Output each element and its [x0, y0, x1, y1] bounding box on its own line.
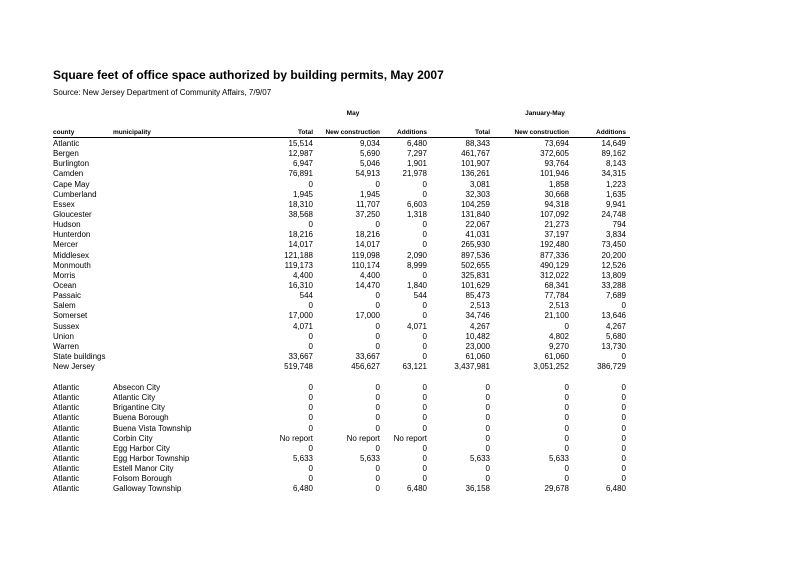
cell-may-total: 0 — [308, 301, 313, 311]
cell-ytd-total: 23,000 — [465, 341, 490, 351]
cell-ytd-new-construction: 73,694 — [544, 139, 569, 148]
cell-ytd-additions: 0 — [621, 301, 626, 311]
cell-county: Somerset — [53, 311, 88, 321]
cell-ytd-total: 136,261 — [461, 169, 490, 179]
cell-county: Atlantic — [53, 383, 80, 392]
column-header-may-total: Total — [297, 129, 313, 136]
cell-may-total: 16,310 — [288, 280, 313, 290]
cell-ytd-total: 34,746 — [465, 311, 490, 321]
municipality-row — [53, 474, 630, 484]
cell-county: Atlantic — [53, 139, 80, 148]
cell-ytd-total: 3,081 — [469, 179, 490, 189]
county-row — [53, 261, 630, 271]
cell-county: New Jersey — [53, 362, 95, 372]
column-header-ytd-total: Total — [474, 129, 490, 136]
cell-county: Essex — [53, 199, 75, 209]
cell-may-additions: 6,480 — [406, 139, 427, 148]
cell-may-total: 4,400 — [292, 270, 313, 280]
cell-ytd-new-construction: 29,678 — [544, 484, 569, 494]
cell-ytd-new-construction: 0 — [564, 393, 569, 403]
cell-ytd-total: 2,513 — [469, 301, 490, 311]
cell-ytd-additions: 33,288 — [601, 280, 626, 290]
county-row — [53, 362, 630, 372]
cell-may-new-construction: 0 — [375, 403, 380, 413]
cell-may-additions: 0 — [422, 189, 427, 199]
cell-ytd-additions: 0 — [621, 433, 626, 443]
cell-may-additions: 0 — [422, 474, 427, 484]
cell-may-total: 6,947 — [292, 159, 313, 169]
cell-ytd-additions: 0 — [621, 403, 626, 413]
cell-may-additions: 0 — [422, 341, 427, 351]
county-table — [53, 139, 630, 372]
cell-municipality: Atlantic City — [113, 393, 156, 403]
cell-ytd-new-construction: 21,273 — [544, 220, 569, 230]
cell-ytd-new-construction: 3,051,252 — [533, 362, 569, 372]
cell-county: Bergen — [53, 149, 79, 159]
county-row — [53, 220, 630, 230]
cell-ytd-new-construction: 877,336 — [540, 250, 569, 260]
cell-ytd-additions: 6,480 — [605, 484, 626, 494]
cell-ytd-new-construction: 30,668 — [544, 189, 569, 199]
cell-county: Union — [53, 331, 74, 341]
cell-may-new-construction: 14,470 — [355, 280, 380, 290]
county-row — [53, 240, 630, 250]
cell-ytd-total: 461,767 — [461, 149, 490, 159]
cell-may-total: 0 — [308, 443, 313, 453]
cell-may-new-construction: 110,174 — [351, 260, 380, 270]
cell-may-new-construction: 11,707 — [356, 199, 380, 209]
cell-may-additions: 0 — [422, 270, 427, 280]
cell-county: Cumberland — [53, 189, 97, 199]
column-header-ytd-additions: Additions — [596, 129, 626, 136]
cell-may-total: 0 — [308, 464, 313, 474]
cell-may-total: 119,173 — [284, 260, 313, 270]
municipality-table — [53, 383, 630, 495]
cell-ytd-additions: 0 — [621, 443, 626, 453]
cell-may-new-construction: 4,400 — [359, 270, 380, 280]
cell-may-additions: 1,318 — [406, 209, 427, 219]
county-row — [53, 301, 630, 311]
cell-may-additions: 0 — [422, 423, 427, 433]
cell-ytd-total: 36,158 — [465, 484, 490, 494]
cell-may-new-construction: 0 — [375, 393, 380, 403]
header-divider — [53, 137, 630, 138]
cell-ytd-additions: 13,809 — [601, 270, 626, 280]
cell-ytd-total: 0 — [485, 443, 490, 453]
cell-may-new-construction: 0 — [375, 291, 380, 301]
cell-may-new-construction: 0 — [375, 341, 380, 351]
cell-may-total: 0 — [308, 383, 313, 392]
cell-ytd-new-construction: 61,060 — [544, 351, 569, 361]
cell-may-new-construction: 456,627 — [351, 362, 380, 372]
cell-may-total: No report — [279, 433, 313, 443]
county-row — [53, 230, 630, 240]
cell-county: Morris — [53, 270, 76, 280]
cell-may-additions: No report — [393, 433, 427, 443]
cell-county: Atlantic — [53, 474, 80, 484]
cell-municipality: Egg Harbor Township — [113, 453, 190, 463]
cell-may-new-construction: 37,250 — [355, 209, 380, 219]
cell-ytd-total: 104,259 — [461, 199, 490, 209]
cell-may-new-construction: 0 — [375, 331, 380, 341]
cell-county: Atlantic — [53, 453, 80, 463]
cell-may-new-construction: 0 — [375, 484, 380, 494]
cell-ytd-total: 88,343 — [465, 139, 490, 148]
cell-ytd-new-construction: 0 — [564, 413, 569, 423]
cell-county: Ocean — [53, 280, 77, 290]
cell-may-total: 12,987 — [288, 149, 313, 159]
cell-ytd-new-construction: 0 — [564, 464, 569, 474]
cell-county: Atlantic — [53, 403, 80, 413]
cell-may-total: 0 — [308, 393, 313, 403]
cell-may-total: 38,568 — [288, 209, 313, 219]
cell-county: Atlantic — [53, 484, 80, 494]
cell-may-total: 0 — [308, 413, 313, 423]
cell-may-additions: 0 — [422, 220, 427, 230]
municipality-row — [53, 484, 630, 494]
cell-may-new-construction: 17,000 — [355, 311, 380, 321]
county-row — [53, 271, 630, 281]
cell-may-new-construction: 0 — [375, 220, 380, 230]
cell-may-additions: 1,840 — [406, 280, 427, 290]
county-row — [53, 322, 630, 332]
cell-county: Atlantic — [53, 393, 80, 403]
cell-may-total: 0 — [308, 474, 313, 484]
column-header-ytd-new-construction: New construction — [514, 129, 569, 136]
cell-ytd-new-construction: 9,270 — [548, 341, 569, 351]
cell-municipality: Estell Manor City — [113, 464, 174, 474]
cell-may-new-construction: 5,633 — [359, 453, 380, 463]
cell-ytd-additions: 0 — [621, 453, 626, 463]
column-header-municipality: municipality — [113, 129, 151, 136]
cell-ytd-additions: 7,689 — [605, 291, 626, 301]
cell-may-new-construction: 54,913 — [355, 169, 380, 179]
cell-ytd-new-construction: 372,605 — [540, 149, 569, 159]
report-title: Square feet of office space authorized by building permits, May 2007 — [53, 68, 444, 82]
cell-may-additions: 4,071 — [406, 321, 427, 331]
cell-ytd-total: 85,473 — [465, 291, 490, 301]
municipality-row — [53, 383, 630, 393]
cell-may-additions: 6,480 — [406, 484, 427, 494]
county-row — [53, 311, 630, 321]
cell-municipality: Egg Harbor City — [113, 443, 170, 453]
column-header-county: county — [53, 129, 75, 136]
cell-ytd-total: 61,060 — [465, 351, 490, 361]
cell-may-additions: 2,090 — [406, 250, 427, 260]
cell-may-additions: 0 — [422, 301, 427, 311]
cell-ytd-additions: 1,223 — [605, 179, 626, 189]
cell-may-additions: 0 — [422, 403, 427, 413]
cell-county: Middlesex — [53, 250, 90, 260]
county-row — [53, 149, 630, 159]
cell-municipality: Folsom Borough — [113, 474, 172, 484]
cell-may-additions: 0 — [422, 351, 427, 361]
cell-may-new-construction: 5,690 — [359, 149, 380, 159]
cell-municipality: Buena Vista Township — [113, 423, 192, 433]
cell-may-new-construction: 0 — [375, 413, 380, 423]
cell-ytd-new-construction: 93,764 — [544, 159, 569, 169]
group-header-may: May — [346, 110, 360, 117]
cell-may-additions: 0 — [422, 179, 427, 189]
cell-ytd-total: 0 — [485, 474, 490, 484]
cell-county: Burlington — [53, 159, 90, 169]
cell-ytd-additions: 0 — [621, 351, 626, 361]
cell-ytd-total: 0 — [485, 464, 490, 474]
cell-county: Atlantic — [53, 443, 80, 453]
cell-ytd-total: 22,067 — [465, 220, 490, 230]
county-row — [53, 210, 630, 220]
cell-may-new-construction: 0 — [375, 383, 380, 392]
cell-may-total: 4,071 — [292, 321, 313, 331]
municipality-row — [53, 454, 630, 464]
cell-ytd-total: 265,930 — [461, 240, 490, 250]
cell-county: Passaic — [53, 291, 82, 301]
cell-ytd-additions: 0 — [621, 383, 626, 392]
cell-may-new-construction: No report — [346, 433, 380, 443]
cell-ytd-total: 131,840 — [461, 209, 490, 219]
report-source: Source: New Jersey Department of Community Affairs, 7/9/07 — [53, 88, 272, 97]
cell-may-additions: 0 — [422, 230, 427, 240]
cell-may-new-construction: 18,216 — [355, 230, 380, 240]
cell-ytd-new-construction: 2,513 — [548, 301, 569, 311]
cell-ytd-new-construction: 101,946 — [540, 169, 569, 179]
cell-ytd-additions: 14,649 — [601, 139, 626, 148]
cell-municipality: Galloway Township — [113, 484, 182, 494]
cell-ytd-additions: 0 — [621, 413, 626, 423]
municipality-row — [53, 464, 630, 474]
cell-ytd-additions: 13,646 — [601, 311, 626, 321]
cell-ytd-total: 325,831 — [461, 270, 490, 280]
county-row — [53, 200, 630, 210]
cell-may-additions: 544 — [413, 291, 427, 301]
cell-ytd-new-construction: 192,480 — [540, 240, 569, 250]
cell-ytd-new-construction: 37,197 — [544, 230, 569, 240]
cell-ytd-additions: 34,315 — [601, 169, 626, 179]
county-row — [53, 139, 630, 149]
cell-may-new-construction: 5,046 — [359, 159, 380, 169]
cell-may-new-construction: 0 — [375, 321, 380, 331]
county-row — [53, 169, 630, 179]
cell-may-additions: 7,297 — [406, 149, 427, 159]
cell-county: Hunterdon — [53, 230, 91, 240]
cell-may-new-construction: 119,098 — [351, 250, 380, 260]
cell-county: Cape May — [53, 179, 90, 189]
cell-ytd-additions: 20,200 — [601, 250, 626, 260]
cell-may-new-construction: 0 — [375, 423, 380, 433]
cell-ytd-new-construction: 68,341 — [544, 280, 569, 290]
cell-ytd-additions: 24,748 — [601, 209, 626, 219]
county-row — [53, 281, 630, 291]
cell-county: State buildings — [53, 351, 106, 361]
cell-may-additions: 0 — [422, 453, 427, 463]
cell-ytd-total: 5,633 — [469, 453, 490, 463]
cell-may-additions: 0 — [422, 383, 427, 392]
cell-ytd-total: 41,031 — [465, 230, 490, 240]
cell-may-total: 121,188 — [284, 250, 313, 260]
column-header-row — [53, 128, 630, 138]
cell-ytd-new-construction: 0 — [564, 423, 569, 433]
cell-municipality: Brigantine City — [113, 403, 166, 413]
cell-ytd-total: 4,267 — [469, 321, 490, 331]
cell-ytd-total: 10,482 — [465, 331, 490, 341]
cell-may-total: 544 — [299, 291, 313, 301]
county-row — [53, 342, 630, 352]
cell-ytd-total: 0 — [485, 393, 490, 403]
cell-may-additions: 0 — [422, 464, 427, 474]
cell-ytd-additions: 3,834 — [605, 230, 626, 240]
cell-county: Atlantic — [53, 433, 80, 443]
cell-may-new-construction: 0 — [375, 464, 380, 474]
cell-ytd-new-construction: 1,858 — [548, 179, 569, 189]
cell-may-total: 18,216 — [288, 230, 313, 240]
cell-may-additions: 0 — [422, 311, 427, 321]
cell-ytd-new-construction: 0 — [564, 433, 569, 443]
cell-ytd-new-construction: 107,092 — [540, 209, 569, 219]
county-row — [53, 180, 630, 190]
municipality-row — [53, 434, 630, 444]
cell-ytd-new-construction: 0 — [564, 403, 569, 413]
cell-ytd-new-construction: 5,633 — [548, 453, 569, 463]
cell-ytd-new-construction: 0 — [564, 474, 569, 484]
cell-county: Atlantic — [53, 413, 80, 423]
cell-ytd-additions: 8,143 — [605, 159, 626, 169]
cell-may-total: 14,017 — [288, 240, 313, 250]
cell-county: Warren — [53, 341, 79, 351]
cell-county: Mercer — [53, 240, 78, 250]
cell-may-additions: 8,999 — [406, 260, 427, 270]
cell-may-additions: 0 — [422, 413, 427, 423]
municipality-row — [53, 444, 630, 454]
county-row — [53, 251, 630, 261]
cell-may-total: 1,945 — [292, 189, 313, 199]
cell-ytd-new-construction: 4,802 — [548, 331, 569, 341]
cell-may-new-construction: 9,034 — [359, 139, 380, 148]
county-row — [53, 190, 630, 200]
cell-ytd-new-construction: 77,784 — [544, 291, 569, 301]
cell-may-additions: 21,978 — [402, 169, 427, 179]
cell-may-total: 519,748 — [284, 362, 313, 372]
cell-municipality: Corbin City — [113, 433, 153, 443]
cell-ytd-additions: 9,941 — [605, 199, 626, 209]
cell-county: Hudson — [53, 220, 81, 230]
municipality-row — [53, 393, 630, 403]
cell-municipality: Buena Borough — [113, 413, 169, 423]
cell-ytd-additions: 89,162 — [601, 149, 626, 159]
cell-may-new-construction: 0 — [375, 301, 380, 311]
cell-ytd-total: 0 — [485, 383, 490, 392]
cell-ytd-total: 101,907 — [461, 159, 490, 169]
cell-municipality: Absecon City — [113, 383, 161, 392]
cell-may-additions: 0 — [422, 443, 427, 453]
cell-ytd-total: 32,303 — [465, 189, 490, 199]
cell-ytd-total: 897,536 — [461, 250, 490, 260]
cell-ytd-additions: 73,450 — [601, 240, 626, 250]
municipality-row — [53, 424, 630, 434]
column-header-may-new-construction: New construction — [325, 129, 380, 136]
cell-ytd-additions: 0 — [621, 464, 626, 474]
cell-may-additions: 0 — [422, 331, 427, 341]
cell-may-new-construction: 0 — [375, 179, 380, 189]
cell-county: Sussex — [53, 321, 80, 331]
cell-county: Gloucester — [53, 209, 92, 219]
county-row — [53, 291, 630, 301]
cell-may-total: 0 — [308, 403, 313, 413]
cell-ytd-total: 101,629 — [461, 280, 490, 290]
cell-ytd-additions: 0 — [621, 393, 626, 403]
county-row — [53, 159, 630, 169]
cell-ytd-new-construction: 94,318 — [544, 199, 569, 209]
cell-may-additions: 0 — [422, 240, 427, 250]
cell-ytd-additions: 0 — [621, 423, 626, 433]
cell-ytd-additions: 4,267 — [605, 321, 626, 331]
municipality-row — [53, 403, 630, 413]
cell-may-new-construction: 0 — [375, 474, 380, 484]
cell-may-total: 18,310 — [288, 199, 313, 209]
cell-may-new-construction: 1,945 — [359, 189, 380, 199]
cell-ytd-additions: 1,635 — [605, 189, 626, 199]
cell-ytd-total: 3,437,981 — [454, 362, 490, 372]
cell-may-additions: 1,901 — [406, 159, 427, 169]
cell-ytd-additions: 0 — [621, 474, 626, 484]
cell-county: Salem — [53, 301, 76, 311]
county-row — [53, 332, 630, 342]
cell-may-total: 0 — [308, 341, 313, 351]
cell-may-total: 0 — [308, 423, 313, 433]
cell-ytd-new-construction: 490,129 — [540, 260, 569, 270]
cell-ytd-total: 0 — [485, 423, 490, 433]
cell-ytd-additions: 794 — [612, 220, 626, 230]
cell-ytd-total: 0 — [485, 413, 490, 423]
cell-county: Atlantic — [53, 423, 80, 433]
cell-ytd-additions: 13,730 — [601, 341, 626, 351]
cell-county: Camden — [53, 169, 84, 179]
cell-ytd-new-construction: 0 — [564, 443, 569, 453]
cell-may-additions: 63,121 — [402, 362, 427, 372]
cell-may-total: 17,000 — [288, 311, 313, 321]
cell-may-total: 15,514 — [288, 139, 313, 148]
cell-may-total: 33,667 — [288, 351, 313, 361]
cell-ytd-new-construction: 0 — [564, 383, 569, 392]
cell-may-total: 76,891 — [288, 169, 313, 179]
column-header-may-additions: Additions — [397, 129, 427, 136]
cell-ytd-additions: 386,729 — [597, 362, 626, 372]
cell-ytd-total: 0 — [485, 403, 490, 413]
cell-may-total: 0 — [308, 220, 313, 230]
cell-ytd-additions: 5,680 — [605, 331, 626, 341]
cell-may-total: 0 — [308, 331, 313, 341]
cell-ytd-additions: 12,526 — [601, 260, 626, 270]
municipality-row — [53, 413, 630, 423]
cell-may-additions: 0 — [422, 393, 427, 403]
cell-ytd-new-construction: 21,100 — [544, 311, 569, 321]
cell-may-additions: 6,603 — [406, 199, 427, 209]
cell-may-new-construction: 33,667 — [355, 351, 380, 361]
cell-may-total: 0 — [308, 179, 313, 189]
cell-ytd-total: 0 — [485, 433, 490, 443]
cell-county: Atlantic — [53, 464, 80, 474]
cell-ytd-new-construction: 0 — [564, 321, 569, 331]
cell-may-new-construction: 0 — [375, 443, 380, 453]
cell-may-total: 6,480 — [292, 484, 313, 494]
cell-ytd-new-construction: 312,022 — [540, 270, 569, 280]
cell-ytd-total: 502,655 — [461, 260, 490, 270]
cell-may-total: 5,633 — [292, 453, 313, 463]
cell-may-new-construction: 14,017 — [355, 240, 380, 250]
group-header-january-may: January-May — [525, 110, 565, 117]
cell-county: Monmouth — [53, 260, 91, 270]
county-row — [53, 352, 630, 362]
